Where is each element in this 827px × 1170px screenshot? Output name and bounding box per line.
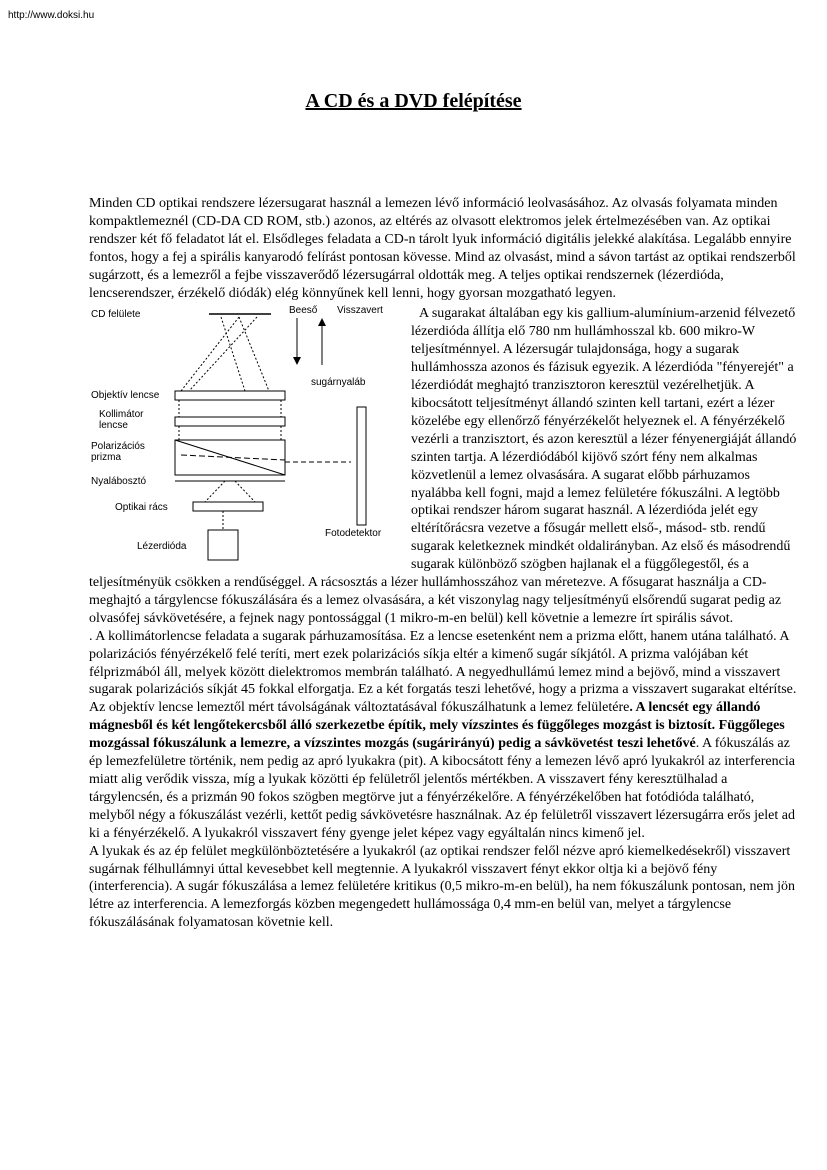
photodetector-shape xyxy=(357,407,366,525)
label-splitter: Nyalábosztó xyxy=(91,476,147,488)
arrow-up-icon xyxy=(318,318,326,326)
paragraph-laser: A sugarakat általában egy kis gallium-alumínium-arzenid félvezető lézerdióda állítja elő 780 nm hullámhosszal kb. 600 mikro-W teljesítménnyel. A lézersugár tulajdonsága, hogy a sugarak hullámhossza azonos és fázisuk egyezik. A lézerdióda "fényerejét" a lézerdiódát meghajtó tranzisztoron keresztül vezérelhetjük. A kibocsátott teljesítményt állandó szinten kell tartani, ezért a lézer közelébe egy ellenőrző fényérzékelőt helyeznek el. A fényérzékelő vezérli a tranzisztort, és azon keresztül a lézer fényenergiáját állandó szinten tartja. A lézerdiódából kijövő szórt fény nem alkalmas közvetlenül a lemez olvasására. A sugarat előbb párhuzamos nyalábba kell fogni, majd a lemez felületére fókuszálni. A legtöbb optikai rendszer három sugarat használ. A lézerdióda jelét egy eltérítőrácsra vezetve a fősugár mellett első-, másod- stb. rendű sugarak keletkeznek mindkét oldalirányban. Az első és másodrendű sugarak különböző szögben hajlanak el a függőlegestől, és a teljesítményük csökken a rendűséggel. A rácsosztás a lézer hullámhosszához van méretezve. A fősugarat használja a CD-meghajtó a tárgylencse fókuszálására és a lemez olvasására, a két viszonylag nagy teljesítményű elsőrendű sugarat pedig az olvasófej sávkövetésére, a fejnek nagy pontossággal (1 mikro-m-en belül) kell követnie a lemezre írt spirális sávot. xyxy=(89,306,797,626)
label-grating: Optikai rács xyxy=(115,502,168,514)
paragraph-interference: A lyukak és az ép felület megkülönböztetésére a lyukakról (az optikai rendszer felől nézve apró kiemelkedésekről) visszavert sugárnak félhullámnyi úttal kevesebbet kell megtennie. A lyukakról visszavert fényt ekkor oltja ki a bejövő fény (interferencia). A sugár fókuszálása a lemez felületére kritikus (0,5 mikro-m-en belül), ha nem fókuszálunk pontosan, nem jön létre az interferencia. A lemezforgás közben megengedett hullámossága 0,4 mm-en belül van, melyet a tárgylencse fókuszálásának folyamatosan követnie kell. xyxy=(89,843,795,931)
objective-lens-shape xyxy=(175,391,285,400)
label-collimator-2: lencse xyxy=(99,420,128,432)
label-incident: Beeső xyxy=(289,305,318,317)
paragraph-intro: Minden CD optikai rendszere lézersugarat használ a lemezen lévő információ leolvasásához. Az olvasás folyamata minden kompaktlemeznél (CD-DA CD ROM, stb.) azonos, az eltérés az olvasott elektromos jelek értelmezésében van. Az optikai rendszer két fő feladatot lát el. Elsődleges feladata a CD-n tárolt lyuk információ digitális jelekké alakítása. Legalább ennyire fontos, hogy a fej a spirális kanyarodó felírást pontosan kövesse. Mind az olvasást, mind a sávon tartást az optikai rendszerből sugárzott, és a lemezről a fejbe visszaverődő lézersugárral oldották meg. A teljes optikai rendszernek (lézerdióda, lencserendszer, érzékelő diódák) elég könnyűnek kell lenni, hogy gyorsan mozgatható legyen. xyxy=(89,196,796,301)
document-body xyxy=(89,195,801,932)
label-objective: Objektív lencse xyxy=(91,390,160,402)
label-polarizing-1: Polarizációs xyxy=(91,441,145,453)
label-polarizing-2: prizma xyxy=(91,452,122,464)
label-detector: Fotodetektor xyxy=(325,528,382,540)
label-beam: sugárnyaláb xyxy=(311,377,366,389)
header-url: http://www.doksi.hu xyxy=(8,10,95,21)
label-cd-surface: CD felülete xyxy=(91,309,141,321)
label-reflected: Visszavert xyxy=(337,305,383,317)
label-laser: Lézerdióda xyxy=(137,541,187,553)
collimator-lens-shape xyxy=(175,417,285,426)
laser-diode-shape xyxy=(208,530,238,560)
paragraph-collimator-text: . A kollimátorlencse feladata a sugarak párhuzamosítása. Ez a lencse esetenként nem a prizma előtt, hanem utána található. A polarizációs fényérzékelő felé teríti, mert ezek polarizációs síkja eltér a kimenő sugár síkjától. A prizma valójában két félprizmából áll, melyek között dielektromos membrán található. A negyedhullámú lemez mind a bejövő, mind a visszavert sugarak polarizációs síkját 45 fokkal elforgatja. Ez a két forgatás teszi lehetővé, hogy a prizma a visszavert sugarakat eltérítse. Az objektív lencse lemeztől mért távolságának változtatásával fókuszálhatunk a lemez felületére xyxy=(89,628,797,716)
paragraph-collimator-bold: . A lencsét egy állandó mágnesből és két lengőtekercsből álló szerkezetbe építik, mely vízszintes és függőleges mozgást is biztosít. Függőleges mozgással fókuszálunk a lemezre, a vízszintes mozgás (sugárirányú) pedig a sávkövetést teszi lehetővé xyxy=(89,700,785,752)
figure-section xyxy=(89,305,801,627)
label-collimator-1: Kollimátor xyxy=(99,409,144,421)
page-title: A CD és a DVD felépítése xyxy=(305,90,522,112)
paragraph-collimator-end: . A fókuszálás az ép lemezfelületre történik, nem pedig az apró lyukakra (pit). A kibocsátott fény a lemezen lévő apró lyukakról az interferencia miatt alig verődik vissza, míg a lyukak közötti ép felületről jelentős mértékben. A visszavert fény keresztülhalad a tárgylencsén, és a prizmán 90 fokos szögben megtörve jut a fényérzékelőre. A fényérzékelőben hat fotódióda található, melyből négy a fókuszálást vezérli, kettőt pedig sávkövetésre használnak. Az ép felületről visszavert lézersugárra erős jelet ad ki a fényérzékelő. A lyukakról visszavert fény gyenge jelet képez vagy egyáltalán nincs kimenő jel. xyxy=(89,736,795,841)
paragraph-collimator xyxy=(89,628,801,843)
optical-system-diagram xyxy=(89,305,407,573)
optical-grating-shape xyxy=(193,502,263,511)
arrow-down-icon xyxy=(293,357,301,365)
